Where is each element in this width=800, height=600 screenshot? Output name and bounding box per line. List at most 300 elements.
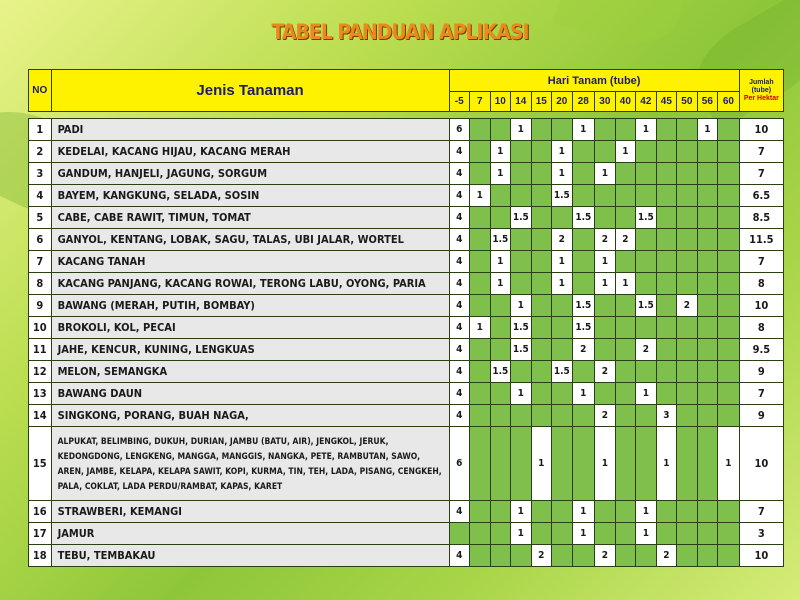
row-total: 8	[739, 273, 783, 295]
row-total: 7	[739, 141, 783, 163]
row-dose-cell: 1	[511, 501, 532, 523]
row-plant-name: BAYEM, KANGKUNG, SELADA, SOSIN	[51, 185, 449, 207]
table-row	[29, 427, 784, 501]
row-dose-cell	[718, 229, 740, 251]
row-dose-cell	[470, 361, 491, 383]
row-dose-cell	[636, 185, 657, 207]
header-day: 20	[552, 92, 573, 112]
row-dose-cell	[531, 207, 552, 229]
row-dose-cell	[531, 251, 552, 273]
header-day: 14	[511, 92, 532, 112]
row-plant-name: JAMUR	[51, 523, 449, 545]
row-dose-cell	[677, 251, 698, 273]
row-dose-cell	[677, 405, 698, 427]
row-dose-cell: 4	[449, 383, 470, 405]
row-dose-cell: 1	[636, 523, 657, 545]
row-total: 10	[739, 119, 783, 141]
row-dose-cell: 1	[470, 185, 491, 207]
row-dose-cell: 4	[449, 273, 470, 295]
row-dose-cell	[656, 361, 677, 383]
row-dose-cell: 1	[490, 163, 511, 185]
row-total: 10	[739, 295, 783, 317]
row-dose-cell	[470, 273, 491, 295]
row-dose-cell: 1	[572, 523, 595, 545]
row-dose-cell	[490, 207, 511, 229]
row-dose-cell	[636, 229, 657, 251]
row-total: 9	[739, 405, 783, 427]
row-dose-cell	[511, 163, 532, 185]
row-dose-cell	[718, 339, 740, 361]
row-dose-cell	[656, 229, 677, 251]
row-dose-cell	[656, 251, 677, 273]
row-dose-cell	[470, 501, 491, 523]
row-dose-cell	[697, 185, 718, 207]
row-total: 8.5	[739, 207, 783, 229]
row-plant-name: CABE, CABE RAWIT, TIMUN, TOMAT	[51, 207, 449, 229]
row-dose-cell: 1	[697, 119, 718, 141]
row-dose-cell	[490, 427, 511, 501]
row-dose-cell	[656, 185, 677, 207]
row-dose-cell: 1	[656, 427, 677, 501]
row-dose-cell: 1.5	[511, 339, 532, 361]
row-dose-cell	[697, 383, 718, 405]
row-dose-cell	[490, 501, 511, 523]
table-row	[29, 229, 784, 251]
table-row	[29, 163, 784, 185]
table-row	[29, 405, 784, 427]
row-dose-cell	[677, 119, 698, 141]
row-dose-cell: 1	[572, 119, 595, 141]
row-dose-cell	[531, 317, 552, 339]
row-dose-cell	[636, 545, 657, 567]
row-dose-cell	[572, 273, 595, 295]
guide-table	[28, 69, 784, 567]
row-dose-cell	[595, 119, 616, 141]
row-dose-cell	[615, 361, 636, 383]
table-row	[29, 207, 784, 229]
row-dose-cell: 1	[490, 141, 511, 163]
row-dose-cell	[636, 405, 657, 427]
row-number: 11	[29, 339, 52, 361]
row-dose-cell	[511, 251, 532, 273]
row-dose-cell: 2	[531, 545, 552, 567]
row-dose-cell	[697, 317, 718, 339]
row-dose-cell	[595, 295, 616, 317]
row-dose-cell: 1	[511, 523, 532, 545]
row-dose-cell	[552, 119, 573, 141]
row-dose-cell: 4	[449, 251, 470, 273]
row-dose-cell	[718, 141, 740, 163]
row-plant-name: BAWANG DAUN	[51, 383, 449, 405]
row-dose-cell	[697, 251, 718, 273]
row-dose-cell: 4	[449, 405, 470, 427]
row-dose-cell	[656, 339, 677, 361]
row-dose-cell	[718, 317, 740, 339]
row-number: 2	[29, 141, 52, 163]
table-row	[29, 141, 784, 163]
row-dose-cell	[470, 163, 491, 185]
row-dose-cell	[572, 229, 595, 251]
row-dose-cell: 1	[490, 273, 511, 295]
row-dose-cell: 1.5	[572, 317, 595, 339]
row-total: 7	[739, 251, 783, 273]
row-dose-cell: 1	[572, 383, 595, 405]
row-number: 4	[29, 185, 52, 207]
row-plant-name: SINGKONG, PORANG, BUAH NAGA,	[51, 405, 449, 427]
row-dose-cell	[552, 295, 573, 317]
header-day: 56	[697, 92, 718, 112]
row-dose-cell	[656, 523, 677, 545]
row-dose-cell: 2	[656, 545, 677, 567]
row-dose-cell	[490, 339, 511, 361]
row-dose-cell	[572, 163, 595, 185]
row-dose-cell	[470, 383, 491, 405]
row-dose-cell	[697, 405, 718, 427]
row-dose-cell	[615, 405, 636, 427]
row-dose-cell	[718, 405, 740, 427]
row-dose-cell: 2	[595, 229, 616, 251]
row-dose-cell	[615, 545, 636, 567]
row-dose-cell	[677, 273, 698, 295]
row-dose-cell	[615, 119, 636, 141]
row-dose-cell	[718, 501, 740, 523]
row-dose-cell	[615, 207, 636, 229]
row-total: 6.5	[739, 185, 783, 207]
row-dose-cell	[531, 295, 552, 317]
row-dose-cell	[677, 523, 698, 545]
row-dose-cell: 1	[552, 273, 573, 295]
row-dose-cell	[636, 427, 657, 501]
row-total: 3	[739, 523, 783, 545]
row-total: 7	[739, 383, 783, 405]
row-dose-cell	[490, 405, 511, 427]
row-dose-cell: 6	[449, 119, 470, 141]
row-dose-cell	[656, 501, 677, 523]
row-dose-cell	[718, 273, 740, 295]
row-dose-cell: 3	[656, 405, 677, 427]
row-plant-name: KACANG PANJANG, KACANG ROWAI, TERONG LABU, OYONG, PARIA	[51, 273, 449, 295]
row-dose-cell: 4	[449, 295, 470, 317]
row-dose-cell	[531, 185, 552, 207]
row-dose-cell	[470, 295, 491, 317]
row-plant-name: GANYOL, KENTANG, LOBAK, SAGU, TALAS, UBI JALAR, WORTEL	[51, 229, 449, 251]
row-dose-cell	[677, 141, 698, 163]
row-dose-cell	[718, 361, 740, 383]
row-dose-cell	[470, 339, 491, 361]
row-dose-cell	[572, 185, 595, 207]
row-dose-cell	[697, 427, 718, 501]
row-dose-cell: 1.5	[572, 295, 595, 317]
row-dose-cell	[718, 163, 740, 185]
row-dose-cell	[656, 141, 677, 163]
row-dose-cell	[677, 545, 698, 567]
row-dose-cell	[595, 185, 616, 207]
row-dose-cell	[470, 141, 491, 163]
row-dose-cell	[636, 361, 657, 383]
row-dose-cell: 4	[449, 185, 470, 207]
row-dose-cell	[449, 523, 470, 545]
row-dose-cell	[636, 273, 657, 295]
row-number: 3	[29, 163, 52, 185]
row-dose-cell	[697, 229, 718, 251]
row-number: 9	[29, 295, 52, 317]
row-plant-name: ALPUKAT, BELIMBING, DUKUH, DURIAN, JAMBU (BATU, AIR), JENGKOL, JERUK, KEDONGDONG, LENGKENG, MANGGA, MANGGIS, NANGKA, PETE, RAMBUTAN, SAWO, AREN, JAMBE, KELAPA, KELAPA SAWIT, KOPI, KURMA, TIN, TEH, LADA, PISANG, CENGKEH, PALA, COKLAT, LADA PERDU/RAMBAT, KAPAS, KARET	[51, 427, 449, 501]
row-number: 10	[29, 317, 52, 339]
table-row	[29, 501, 784, 523]
row-dose-cell	[718, 383, 740, 405]
row-total: 7	[739, 163, 783, 185]
header-day: 60	[718, 92, 740, 112]
row-dose-cell: 1.5	[636, 295, 657, 317]
row-dose-cell	[615, 295, 636, 317]
header-day: 45	[656, 92, 677, 112]
row-dose-cell	[636, 251, 657, 273]
row-dose-cell	[531, 339, 552, 361]
row-dose-cell: 2	[595, 405, 616, 427]
row-number: 13	[29, 383, 52, 405]
row-dose-cell: 1	[595, 251, 616, 273]
row-dose-cell	[511, 273, 532, 295]
row-dose-cell	[595, 141, 616, 163]
row-dose-cell	[677, 207, 698, 229]
row-plant-name: KEDELAI, KACANG HIJAU, KACANG MERAH	[51, 141, 449, 163]
row-dose-cell	[572, 141, 595, 163]
row-dose-cell	[656, 119, 677, 141]
table-row	[29, 185, 784, 207]
row-dose-cell: 4	[449, 229, 470, 251]
header-day: 40	[615, 92, 636, 112]
row-dose-cell: 2	[595, 361, 616, 383]
row-dose-cell	[531, 501, 552, 523]
header-day: -5	[449, 92, 470, 112]
header-jumlah	[739, 70, 783, 112]
row-dose-cell: 1	[511, 383, 532, 405]
row-dose-cell	[595, 207, 616, 229]
row-dose-cell	[531, 405, 552, 427]
row-dose-cell: 1	[595, 273, 616, 295]
row-dose-cell	[552, 339, 573, 361]
row-dose-cell	[697, 273, 718, 295]
row-plant-name: PADI	[51, 119, 449, 141]
table-body	[29, 119, 784, 567]
row-dose-cell	[490, 545, 511, 567]
row-plant-name: GANDUM, HANJELI, JAGUNG, SORGUM	[51, 163, 449, 185]
row-total: 7	[739, 501, 783, 523]
row-dose-cell: 1	[470, 317, 491, 339]
table-header	[29, 70, 784, 112]
row-number: 17	[29, 523, 52, 545]
header-hari-tanam: Hari Tanam (tube)	[449, 70, 739, 92]
row-total: 8	[739, 317, 783, 339]
row-dose-cell: 1	[552, 251, 573, 273]
row-dose-cell	[718, 207, 740, 229]
row-dose-cell	[595, 383, 616, 405]
row-dose-cell: 4	[449, 501, 470, 523]
row-dose-cell: 2	[615, 229, 636, 251]
row-dose-cell	[636, 163, 657, 185]
row-number: 6	[29, 229, 52, 251]
row-dose-cell	[531, 361, 552, 383]
table-row	[29, 339, 784, 361]
row-dose-cell	[636, 141, 657, 163]
row-dose-cell	[552, 545, 573, 567]
guide-table-wrapper	[28, 69, 784, 567]
row-dose-cell	[511, 361, 532, 383]
row-dose-cell: 1	[718, 427, 740, 501]
row-dose-cell	[677, 185, 698, 207]
row-dose-cell: 1.5	[572, 207, 595, 229]
row-dose-cell	[552, 405, 573, 427]
row-number: 14	[29, 405, 52, 427]
row-dose-cell	[531, 141, 552, 163]
row-dose-cell: 1	[490, 251, 511, 273]
row-dose-cell: 1	[615, 273, 636, 295]
row-dose-cell	[697, 545, 718, 567]
row-dose-cell	[677, 427, 698, 501]
row-dose-cell	[697, 141, 718, 163]
row-dose-cell	[718, 295, 740, 317]
page-title: TABEL PANDUAN APLIKASI	[271, 20, 529, 44]
row-dose-cell	[552, 207, 573, 229]
table-row	[29, 545, 784, 567]
row-dose-cell: 4	[449, 141, 470, 163]
row-dose-cell	[615, 163, 636, 185]
header-day: 42	[636, 92, 657, 112]
row-total: 10	[739, 427, 783, 501]
row-number: 15	[29, 427, 52, 501]
table-row	[29, 317, 784, 339]
row-dose-cell	[656, 163, 677, 185]
table-row	[29, 361, 784, 383]
row-dose-cell: 1.5	[552, 361, 573, 383]
row-dose-cell: 1	[572, 501, 595, 523]
row-dose-cell	[595, 523, 616, 545]
row-dose-cell: 6	[449, 427, 470, 501]
row-dose-cell	[572, 361, 595, 383]
row-dose-cell	[718, 185, 740, 207]
row-dose-cell: 1	[511, 119, 532, 141]
header-day: 15	[531, 92, 552, 112]
row-dose-cell	[511, 141, 532, 163]
row-dose-cell: 1	[636, 383, 657, 405]
row-dose-cell	[470, 405, 491, 427]
row-plant-name: JAHE, KENCUR, KUNING, LENGKUAS	[51, 339, 449, 361]
row-dose-cell: 1.5	[552, 185, 573, 207]
row-dose-cell	[615, 523, 636, 545]
row-dose-cell	[615, 251, 636, 273]
row-dose-cell	[656, 273, 677, 295]
row-dose-cell	[615, 501, 636, 523]
row-dose-cell: 4	[449, 317, 470, 339]
row-dose-cell	[572, 251, 595, 273]
row-dose-cell	[470, 207, 491, 229]
row-dose-cell	[511, 405, 532, 427]
row-dose-cell	[531, 229, 552, 251]
row-dose-cell	[572, 545, 595, 567]
row-dose-cell: 1	[552, 163, 573, 185]
header-jumlah-line1: Jumlah	[749, 78, 774, 86]
row-dose-cell	[697, 501, 718, 523]
row-dose-cell	[718, 251, 740, 273]
table-row	[29, 119, 784, 141]
row-dose-cell	[470, 251, 491, 273]
row-dose-cell	[615, 185, 636, 207]
row-dose-cell	[572, 427, 595, 501]
row-dose-cell	[531, 383, 552, 405]
row-dose-cell: 2	[636, 339, 657, 361]
row-number: 16	[29, 501, 52, 523]
row-dose-cell	[677, 339, 698, 361]
row-number: 5	[29, 207, 52, 229]
row-dose-cell	[552, 427, 573, 501]
row-dose-cell	[595, 317, 616, 339]
row-dose-cell: 4	[449, 163, 470, 185]
row-dose-cell	[718, 523, 740, 545]
header-day: 50	[677, 92, 698, 112]
row-dose-cell: 2	[552, 229, 573, 251]
row-dose-cell	[490, 119, 511, 141]
row-dose-cell: 1	[615, 141, 636, 163]
row-dose-cell	[531, 273, 552, 295]
row-dose-cell: 2	[572, 339, 595, 361]
row-dose-cell	[697, 339, 718, 361]
header-day: 30	[595, 92, 616, 112]
header-jumlah-line2: (tube)	[751, 86, 772, 94]
row-number: 7	[29, 251, 52, 273]
row-plant-name: STRAWBERI, KEMANGI	[51, 501, 449, 523]
header-jumlah-line3: Per Hektar	[743, 94, 779, 102]
row-dose-cell	[677, 361, 698, 383]
row-dose-cell: 1.5	[636, 207, 657, 229]
row-plant-name: KACANG TANAH	[51, 251, 449, 273]
table-row	[29, 383, 784, 405]
row-dose-cell	[677, 501, 698, 523]
row-dose-cell	[552, 501, 573, 523]
row-dose-cell: 1	[552, 141, 573, 163]
row-dose-cell	[490, 383, 511, 405]
row-dose-cell: 4	[449, 545, 470, 567]
table-row	[29, 273, 784, 295]
row-number: 1	[29, 119, 52, 141]
row-dose-cell	[552, 383, 573, 405]
row-dose-cell	[677, 317, 698, 339]
row-dose-cell	[718, 545, 740, 567]
row-dose-cell	[511, 185, 532, 207]
row-dose-cell: 1	[636, 501, 657, 523]
table-row	[29, 523, 784, 545]
row-dose-cell	[490, 185, 511, 207]
table-row	[29, 251, 784, 273]
header-jenis-tanaman: Jenis Tanaman	[51, 70, 449, 112]
row-dose-cell	[656, 207, 677, 229]
row-dose-cell: 1.5	[490, 361, 511, 383]
row-dose-cell	[615, 317, 636, 339]
row-plant-name: BROKOLI, KOL, PECAI	[51, 317, 449, 339]
row-dose-cell	[531, 523, 552, 545]
row-dose-cell	[572, 405, 595, 427]
row-dose-cell	[490, 317, 511, 339]
row-total: 9	[739, 361, 783, 383]
header-day: 7	[470, 92, 491, 112]
row-dose-cell: 1.5	[490, 229, 511, 251]
row-dose-cell	[656, 383, 677, 405]
row-dose-cell	[595, 339, 616, 361]
row-dose-cell: 1	[595, 163, 616, 185]
row-dose-cell	[511, 545, 532, 567]
row-dose-cell	[490, 295, 511, 317]
header-day: 10	[490, 92, 511, 112]
row-dose-cell	[470, 229, 491, 251]
